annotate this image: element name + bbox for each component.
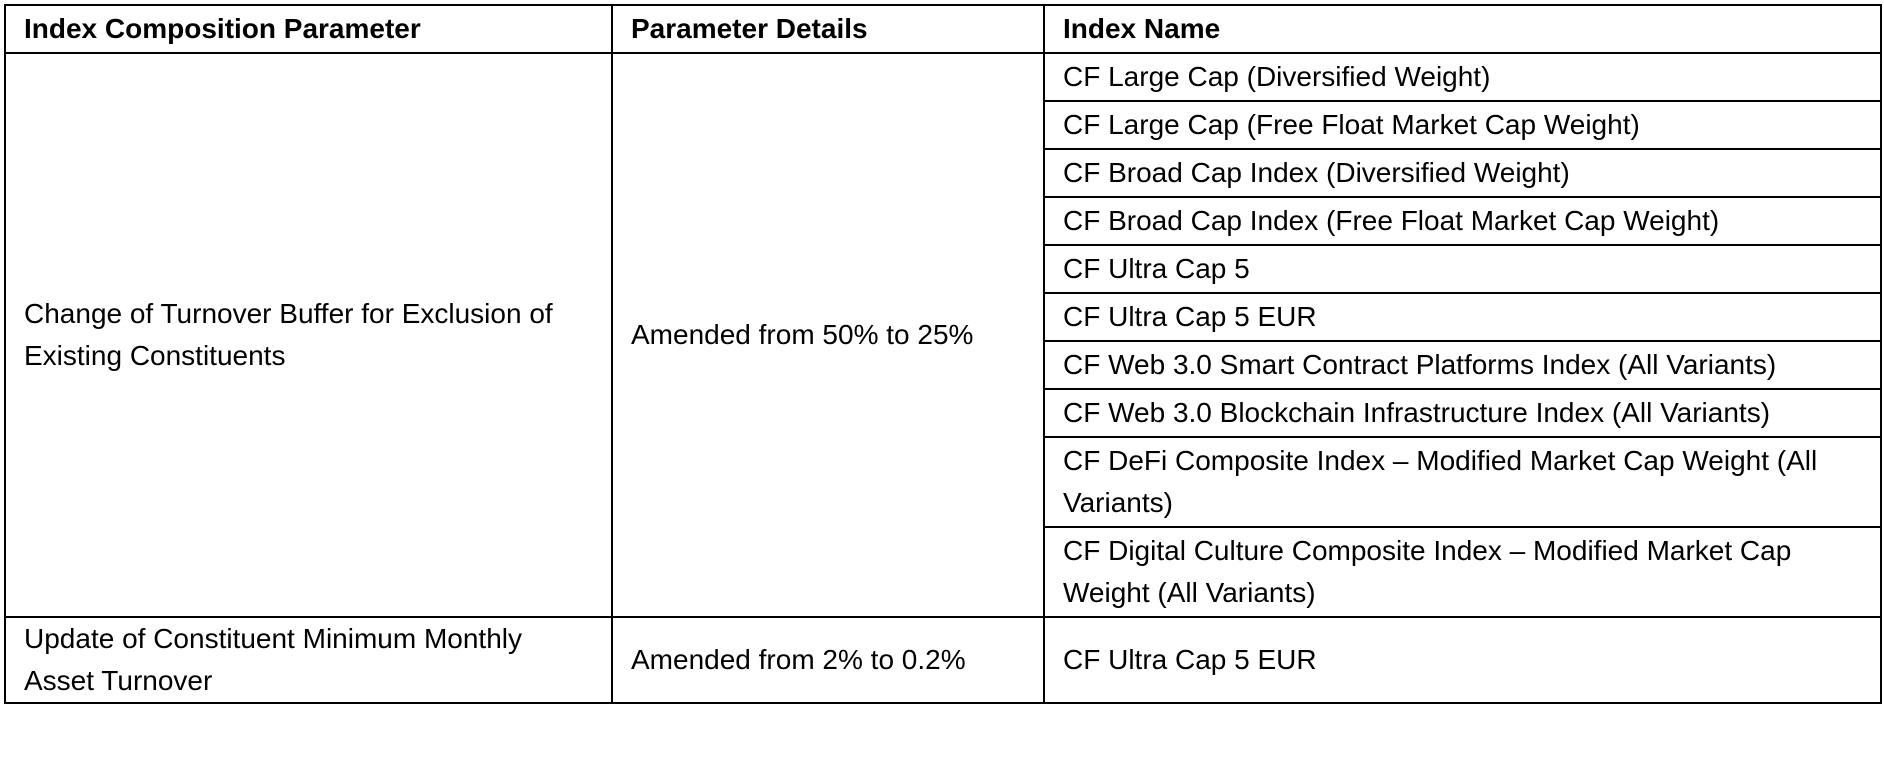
index-name-cell: CF Ultra Cap 5 EUR: [1044, 617, 1881, 703]
header-index-name: Index Name: [1044, 5, 1881, 53]
index-name-cell: CF Broad Cap Index (Diversified Weight): [1044, 149, 1881, 197]
table-row: [5, 617, 1881, 703]
index-composition-table: [4, 4, 1882, 704]
header-index-composition-parameter: Index Composition Parameter: [5, 5, 612, 53]
index-name-cell: CF Ultra Cap 5: [1044, 245, 1881, 293]
header-parameter-details: Parameter Details: [612, 5, 1044, 53]
index-name-cell: CF Web 3.0 Blockchain Infrastructure Index (All Variants): [1044, 389, 1881, 437]
index-name-cell: CF Large Cap (Free Float Market Cap Weight): [1044, 101, 1881, 149]
parameter-cell: Change of Turnover Buffer for Exclusion of Existing Constituents: [5, 53, 612, 617]
index-name-cell: CF Ultra Cap 5 EUR: [1044, 293, 1881, 341]
details-cell: Amended from 2% to 0.2%: [612, 617, 1044, 703]
header-row: [5, 5, 1881, 53]
parameter-cell: Update of Constituent Minimum Monthly Asset Turnover: [5, 617, 612, 703]
index-name-cell: CF Large Cap (Diversified Weight): [1044, 53, 1881, 101]
details-cell: Amended from 50% to 25%: [612, 53, 1044, 617]
index-name-cell: CF Web 3.0 Smart Contract Platforms Index (All Variants): [1044, 341, 1881, 389]
index-name-cell: CF Digital Culture Composite Index – Modified Market Cap Weight (All Variants): [1044, 527, 1881, 617]
index-name-cell: CF Broad Cap Index (Free Float Market Cap Weight): [1044, 197, 1881, 245]
index-name-cell: CF DeFi Composite Index – Modified Market Cap Weight (All Variants): [1044, 437, 1881, 527]
table-row: [5, 53, 1881, 101]
